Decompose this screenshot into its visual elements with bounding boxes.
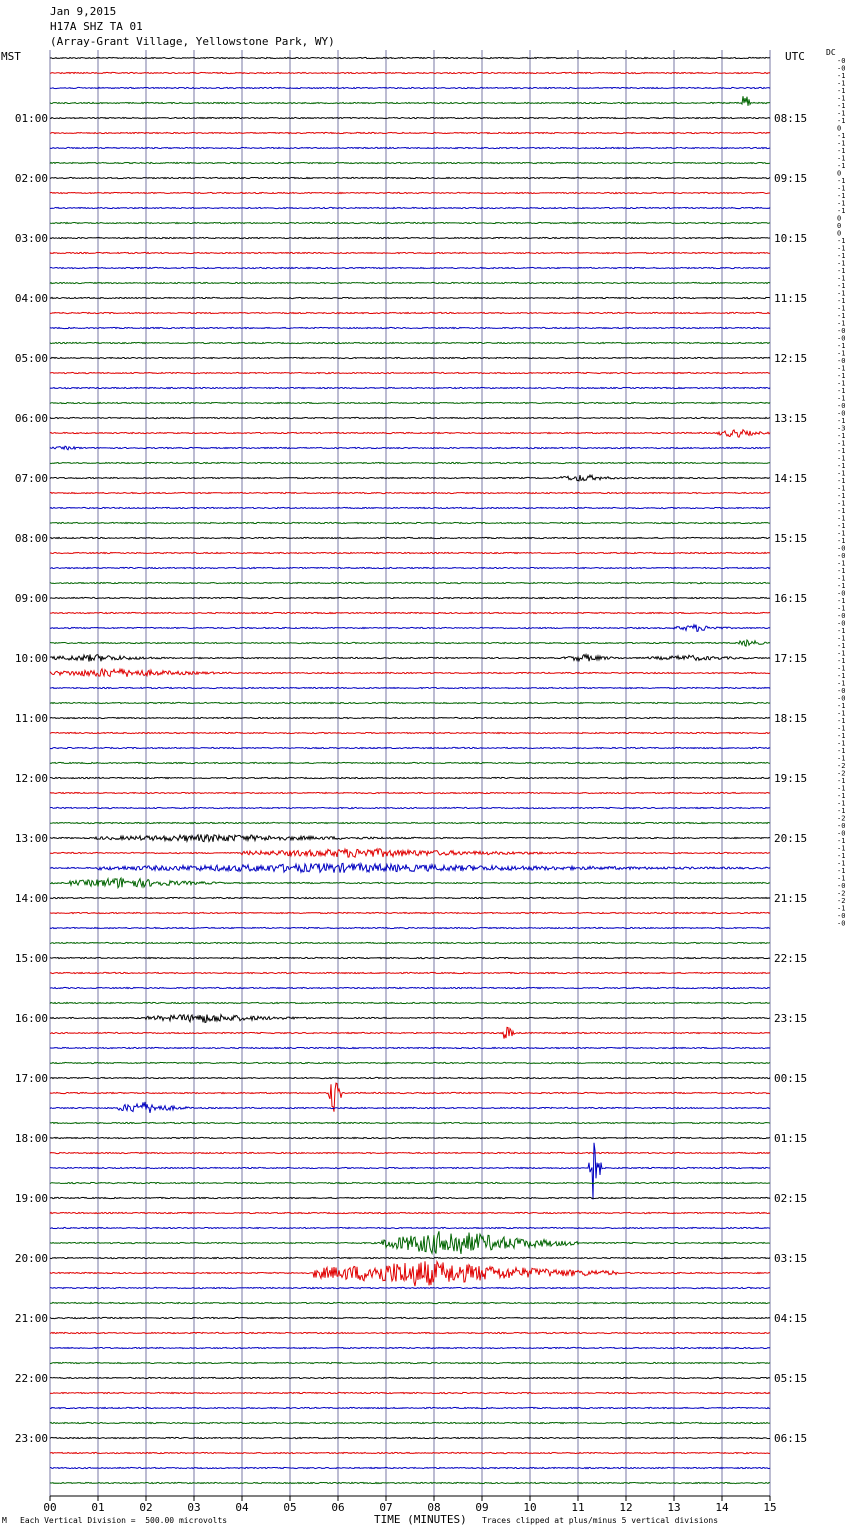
utc-hour-label: 08:15 [774, 112, 808, 125]
dc-offset-value: -1 [837, 874, 846, 883]
trace-line [50, 446, 770, 450]
x-tick-label: 10 [523, 1501, 537, 1514]
trace-line [50, 1437, 770, 1438]
dc-offset-value: -1 [837, 372, 846, 380]
trace-line [50, 732, 770, 733]
dc-offset-value: -1 [837, 724, 846, 733]
trace-line [50, 1377, 770, 1378]
trace-line [50, 1182, 770, 1183]
trace-line [50, 807, 770, 808]
dc-offset-value: -1 [837, 657, 846, 665]
dc-offset-value: -0 [837, 57, 846, 65]
dc-offset-value: -1 [837, 732, 846, 740]
x-axis [43, 1496, 776, 1514]
dc-offset-value: -1 [837, 777, 846, 785]
trace-line [50, 117, 770, 118]
dc-offset-value: -1 [837, 237, 846, 245]
trace-line [50, 835, 770, 842]
x-tick-label: 06 [331, 1501, 345, 1514]
trace-line [50, 1143, 770, 1200]
dc-offset-value: -1 [837, 597, 846, 605]
dc-offset-value: 0 [837, 169, 842, 178]
dc-offset-value: -0 [837, 882, 846, 890]
dc-offset-value: -1 [837, 499, 846, 508]
trace-line [50, 387, 770, 388]
dc-offset-value: -0 [837, 64, 846, 73]
trace-line [50, 192, 770, 193]
trace-line [50, 132, 770, 133]
utc-hour-label: 10:15 [774, 232, 808, 245]
mst-hour-label: 08:00 [14, 532, 48, 545]
dc-offset-value: -1 [837, 529, 846, 538]
mst-hour-label: 22:00 [14, 1372, 48, 1385]
mst-hour-label: 11:00 [14, 712, 48, 725]
utc-hour-label: 23:15 [774, 1012, 808, 1025]
dc-offset-value: -1 [837, 702, 846, 710]
utc-hour-label: 11:15 [774, 292, 808, 305]
dc-offset-value: -1 [837, 102, 846, 110]
dc-offset-value: -0 [837, 687, 846, 695]
dc-offset-value: -1 [837, 477, 846, 485]
dc-offset-value: -0 [837, 409, 846, 418]
dc-offset-value: -1 [837, 132, 846, 140]
trace-line [50, 72, 770, 73]
x-tick-label: 07 [379, 1501, 393, 1514]
trace-line [50, 717, 770, 718]
dc-offset-value: -1 [837, 207, 846, 215]
trace-line [50, 237, 770, 238]
utc-hour-label: 06:15 [774, 1432, 808, 1445]
trace-line [50, 849, 770, 857]
trace-line [50, 1347, 770, 1348]
trace-line [50, 1452, 770, 1453]
dc-offset-value: -1 [837, 72, 846, 80]
trace-line [50, 147, 770, 148]
trace-line [50, 1002, 770, 1003]
trace-line [50, 267, 770, 268]
utc-hour-label: 04:15 [774, 1312, 808, 1325]
trace-line [50, 987, 770, 988]
dc-offset-value: -1 [837, 747, 846, 755]
trace-line [50, 567, 770, 568]
trace-line [50, 1015, 770, 1023]
dc-offset-value: -1 [837, 94, 846, 103]
utc-hour-label: 20:15 [774, 832, 808, 845]
trace-line [50, 1102, 770, 1113]
trace-line [50, 1467, 770, 1468]
trace-line [50, 1362, 770, 1363]
trace-line [50, 792, 770, 793]
trace-line [50, 327, 770, 328]
trace-line [50, 552, 770, 553]
dc-offset-value: -1 [837, 784, 846, 793]
dc-offset-value: -3 [837, 424, 846, 433]
dc-offset-value: -1 [837, 559, 846, 568]
trace-line [50, 312, 770, 313]
trace-line [50, 252, 770, 253]
dc-offset-value: -1 [837, 379, 846, 388]
dc-offset-value: -1 [837, 567, 846, 575]
dc-offset-value: -1 [837, 469, 846, 478]
dc-offset-value: -1 [837, 507, 846, 515]
dc-offset-value: -1 [837, 852, 846, 860]
mst-hour-label: 12:00 [14, 772, 48, 785]
dc-offset-value: -1 [837, 342, 846, 350]
trace-line [50, 669, 770, 677]
dc-offset-value: -0 [837, 589, 846, 598]
trace-line [50, 1027, 770, 1038]
trace-line [50, 612, 770, 613]
dc-offset-value: -1 [837, 139, 846, 148]
trace-line [50, 402, 770, 403]
dc-offset-value: -1 [837, 267, 846, 275]
trace-line [50, 1302, 770, 1303]
utc-hour-label: 09:15 [774, 172, 808, 185]
right-axis-title: UTC [785, 50, 805, 63]
trace-line [50, 297, 770, 298]
trace-line [50, 1287, 770, 1288]
dc-offset-value: -1 [837, 709, 846, 718]
trace-line [50, 1231, 770, 1254]
trace-line [50, 207, 770, 208]
dc-offset-value: -1 [837, 79, 846, 88]
trace-line [50, 912, 770, 913]
trace-line [50, 57, 770, 58]
trace-line [50, 1197, 770, 1198]
dc-offset-value: -1 [837, 177, 846, 185]
clip-note: Traces clipped at plus/minus 5 vertical divisions [482, 1516, 719, 1525]
mst-hour-label: 19:00 [14, 1192, 48, 1205]
dc-offset-value: -1 [837, 117, 846, 125]
trace-line [50, 655, 770, 662]
dc-offset-value: -0 [837, 919, 846, 928]
dc-offset-value: -1 [837, 432, 846, 440]
dc-offset-value: -1 [837, 319, 846, 328]
trace-line [50, 222, 770, 223]
trace-group [50, 57, 770, 1483]
trace-line [50, 537, 770, 538]
trace-line [50, 1392, 770, 1393]
utc-hour-label: 21:15 [774, 892, 808, 905]
dc-offset-value: -1 [837, 837, 846, 845]
dc-offset-value: -1 [837, 244, 846, 253]
trace-line [50, 1261, 770, 1286]
dc-offset-value: -2 [837, 897, 846, 905]
trace-line [50, 522, 770, 523]
dc-offset-value: -1 [837, 792, 846, 800]
dc-offset-value: -2 [837, 814, 846, 823]
x-tick-label: 14 [715, 1501, 729, 1514]
dc-offset-value: -1 [837, 859, 846, 868]
header-date: Jan 9,2015 [50, 5, 117, 18]
x-tick-label: 05 [283, 1501, 297, 1514]
trace-line [50, 1212, 770, 1213]
trace-line [50, 1227, 770, 1228]
mst-hour-label: 14:00 [14, 892, 48, 905]
trace-line [50, 897, 770, 898]
dc-offset-value: 0 [837, 214, 842, 223]
dc-offset-value: -1 [837, 642, 846, 650]
trace-line [50, 1332, 770, 1333]
dc-offset-value: -1 [837, 844, 846, 853]
dc-offset-value: -0 [837, 552, 846, 560]
dc-offset-value: -1 [837, 252, 846, 260]
left-axis-title: MST [1, 50, 21, 63]
utc-hour-label: 18:15 [774, 712, 808, 725]
dc-offset-value: -1 [837, 484, 846, 493]
trace-line [50, 96, 770, 106]
x-tick-label: 00 [43, 1501, 57, 1514]
dc-offset-value: -1 [837, 492, 846, 500]
dc-offset-value: -1 [837, 574, 846, 583]
dc-offset-value: -1 [837, 867, 846, 875]
dc-offset-value: -1 [837, 87, 846, 95]
dc-offset-value: -1 [837, 417, 846, 425]
dc-offset-value: -0 [837, 694, 846, 703]
dc-offset-value: -1 [837, 154, 846, 163]
trace-line [50, 927, 770, 928]
x-tick-label: 11 [571, 1501, 585, 1514]
trace-line [50, 582, 770, 583]
dc-offset-value: -2 [837, 762, 846, 770]
dc-offset-value: -1 [837, 672, 846, 680]
trace-line [50, 87, 770, 88]
dc-offset-value: -1 [837, 297, 846, 305]
dc-offset-value: -1 [837, 739, 846, 748]
mst-hour-label: 23:00 [14, 1432, 48, 1445]
utc-hour-label: 17:15 [774, 652, 808, 665]
dc-offset-value: -1 [837, 282, 846, 290]
utc-hour-label: 16:15 [774, 592, 808, 605]
trace-line [50, 878, 770, 888]
utc-hour-label: 13:15 [774, 412, 808, 425]
utc-hour-label: 05:15 [774, 1372, 808, 1385]
dc-offset-value: -1 [837, 522, 846, 530]
dc-offset-value: -1 [837, 462, 846, 470]
trace-line [50, 430, 770, 438]
dc-offset-value: -1 [837, 717, 846, 725]
dc-offset-value: -1 [837, 304, 846, 313]
trace-line [50, 822, 770, 823]
mst-hour-label: 07:00 [14, 472, 48, 485]
dc-offset-value: -2 [837, 769, 846, 778]
dc-offset-value: -1 [837, 604, 846, 613]
utc-hour-label: 12:15 [774, 352, 808, 365]
dc-offset-value: -1 [837, 109, 846, 118]
dc-offset-value: -2 [837, 889, 846, 898]
x-tick-label: 01 [91, 1501, 105, 1514]
dc-offset-value: -1 [837, 147, 846, 155]
dc-offset-value: -0 [837, 327, 846, 335]
mst-hour-label: 05:00 [14, 352, 48, 365]
trace-line [50, 1422, 770, 1423]
dc-offset-value: -1 [837, 904, 846, 913]
dc-offset-value: -1 [837, 289, 846, 298]
dc-label: DC [826, 48, 836, 57]
trace-line [50, 462, 770, 463]
scale-note: Each Vertical Division = 500.00 microvolts [20, 1516, 228, 1525]
trace-line [50, 625, 770, 632]
trace-line [50, 507, 770, 508]
dc-offset-value: -1 [837, 807, 846, 815]
x-tick-label: 02 [139, 1501, 153, 1514]
dc-offset-value: -1 [837, 514, 846, 523]
trace-line [50, 957, 770, 958]
trace-line [50, 162, 770, 163]
dc-offset-value: -0 [837, 612, 846, 620]
dc-offset-value: -1 [837, 274, 846, 283]
header-station: H17A SHZ TA 01 [50, 20, 143, 33]
trace-line [50, 1257, 770, 1258]
trace-line [50, 1047, 770, 1048]
trace-line [50, 475, 770, 481]
mst-hour-label: 06:00 [14, 412, 48, 425]
time-grid [50, 50, 770, 1496]
trace-line [50, 177, 770, 178]
mst-hour-label: 15:00 [14, 952, 48, 965]
dc-offset-value: 0 [837, 229, 842, 238]
mst-hour-label: 03:00 [14, 232, 48, 245]
mst-hour-label: 21:00 [14, 1312, 48, 1325]
x-tick-label: 08 [427, 1501, 441, 1514]
dc-offset-value: -1 [837, 259, 846, 268]
mst-hour-label: 10:00 [14, 652, 48, 665]
dc-offset-value: -1 [837, 537, 846, 545]
dc-offset-value: -1 [837, 162, 846, 170]
trace-line [50, 1137, 770, 1138]
utc-hour-label: 22:15 [774, 952, 808, 965]
mst-hour-label: 04:00 [14, 292, 48, 305]
trace-line [50, 702, 770, 703]
mst-hour-label: 13:00 [14, 832, 48, 845]
trace-line [50, 282, 770, 283]
x-tick-label: 03 [187, 1501, 201, 1514]
dc-offset-value: -1 [837, 349, 846, 358]
x-tick-label: 09 [475, 1501, 489, 1514]
dc-offset-value: -1 [837, 649, 846, 658]
trace-line [50, 1482, 770, 1483]
dc-offset-value: -0 [837, 619, 846, 628]
trace-line [50, 747, 770, 748]
dc-offset-value: -1 [837, 679, 846, 688]
trace-line [50, 417, 770, 418]
dc-offset-value: -0 [837, 544, 846, 553]
dc-offset-value: -1 [837, 192, 846, 200]
dc-offset-value: -1 [837, 312, 846, 320]
trace-line [50, 687, 770, 688]
trace-line [50, 942, 770, 943]
x-tick-label: 13 [667, 1501, 681, 1514]
mst-hour-label: 01:00 [14, 112, 48, 125]
dc-offset-value: -1 [837, 754, 846, 763]
dc-offset-value: -0 [837, 334, 846, 343]
dc-offset-value: -1 [837, 627, 846, 635]
utc-hour-label: 19:15 [774, 772, 808, 785]
dc-offset-value: -1 [837, 582, 846, 590]
utc-hour-label: 14:15 [774, 472, 808, 485]
header-location: (Array-Grant Village, Yellowstone Park, WY) [50, 35, 335, 48]
trace-line [50, 1122, 770, 1123]
footer-mark: M [2, 1516, 7, 1525]
utc-hour-label: 02:15 [774, 1192, 808, 1205]
dc-offset-value: -1 [837, 439, 846, 448]
dc-offset-value: 0 [837, 124, 842, 133]
dc-offset-value: -1 [837, 364, 846, 373]
dc-offset-value: -0 [837, 912, 846, 920]
dc-offset-value: -1 [837, 387, 846, 395]
mst-hour-label: 18:00 [14, 1132, 48, 1145]
dc-offset-value: 0 [837, 222, 842, 230]
trace-line [50, 1077, 770, 1078]
trace-line [50, 1407, 770, 1408]
trace-line [50, 372, 770, 373]
dc-offset-value: -1 [837, 799, 846, 808]
trace-line [50, 357, 770, 358]
dc-offset-value: -1 [837, 394, 846, 403]
dc-offset-value: -0 [837, 357, 846, 365]
dc-offset-value: -1 [837, 634, 846, 643]
mst-hour-label: 17:00 [14, 1072, 48, 1085]
utc-hour-label: 01:15 [774, 1132, 808, 1145]
trace-line [50, 597, 770, 598]
trace-line [50, 492, 770, 493]
utc-hour-label: 03:15 [774, 1252, 808, 1265]
trace-line [50, 863, 770, 872]
dc-offset-value: -1 [837, 199, 846, 208]
trace-line [50, 762, 770, 763]
utc-hour-label: 00:15 [774, 1072, 808, 1085]
x-tick-label: 12 [619, 1501, 633, 1514]
trace-line [50, 972, 770, 973]
x-tick-label: 15 [763, 1501, 777, 1514]
dc-offset-value: -0 [837, 402, 846, 410]
mst-hour-label: 16:00 [14, 1012, 48, 1025]
dc-offset-labels [837, 57, 845, 928]
dc-offset-value: -0 [837, 822, 846, 830]
mst-hour-label: 20:00 [14, 1252, 48, 1265]
mst-hour-label: 02:00 [14, 172, 48, 185]
dc-offset-value: -1 [837, 664, 846, 673]
utc-hour-label: 15:15 [774, 532, 808, 545]
trace-line [50, 1062, 770, 1063]
dc-offset-value: -0 [837, 829, 846, 838]
x-axis-title: TIME (MINUTES) [374, 1513, 467, 1526]
trace-line [50, 1152, 770, 1153]
dc-offset-value: -1 [837, 184, 846, 193]
trace-line [50, 640, 770, 646]
dc-offset-value: -1 [837, 447, 846, 455]
x-tick-label: 04 [235, 1501, 249, 1514]
trace-line [50, 1317, 770, 1318]
trace-line [50, 342, 770, 343]
dc-offset-value: -1 [837, 454, 846, 463]
trace-line [50, 777, 770, 778]
mst-hour-label: 09:00 [14, 592, 48, 605]
